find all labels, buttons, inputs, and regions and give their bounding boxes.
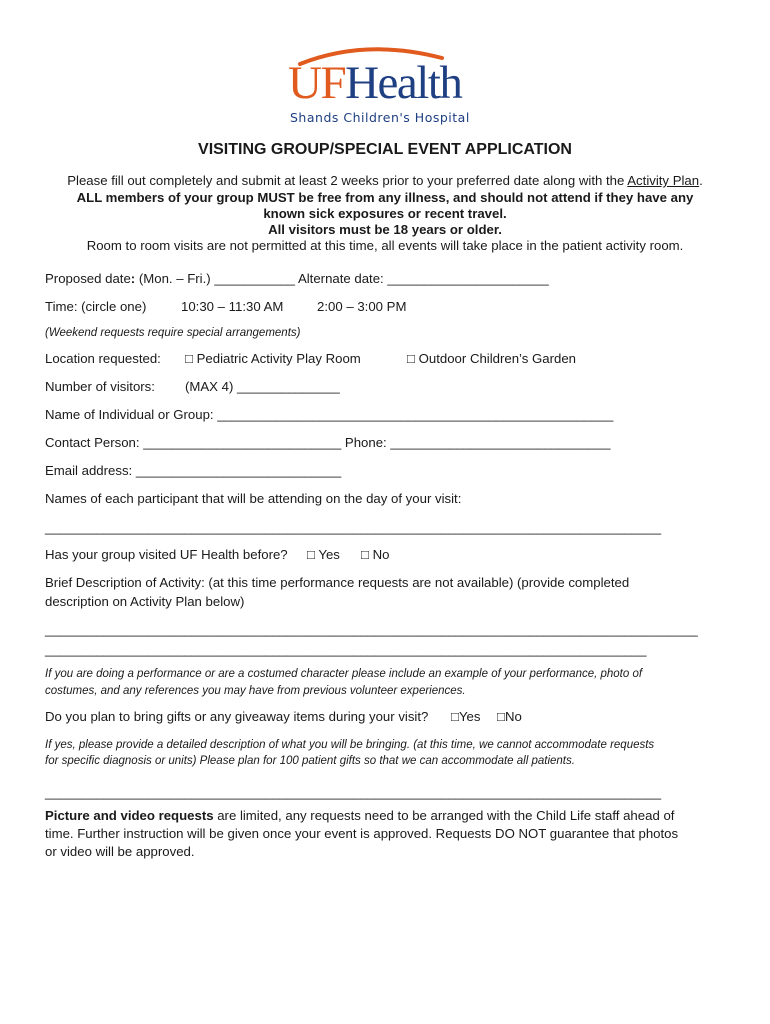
intro-line-1-end: . bbox=[699, 173, 703, 188]
intro-line-4: All visitors must be 18 years or older. bbox=[268, 222, 502, 237]
gifts-yes-checkbox[interactable]: □Yes bbox=[451, 709, 481, 724]
visited-question: Has your group visited UF Health before? bbox=[45, 547, 288, 562]
description-label-2: description on Activity Plan below) bbox=[45, 594, 245, 609]
time-label: Time: (circle one) bbox=[45, 299, 147, 314]
picture-note-rest: are limited, any requests need to be arranged with the Child Life staff ahead of bbox=[213, 808, 675, 823]
visitors-label: Number of visitors: bbox=[45, 379, 155, 394]
participants-field[interactable]: ____________________________________________________________________________________ bbox=[45, 520, 662, 535]
location-option-play-room[interactable]: □ Pediatric Activity Play Room bbox=[185, 351, 361, 366]
gifts-note-1: If yes, please provide a detailed description of what you will be bringing. (at this time, we cannot accommodate requests bbox=[45, 739, 655, 751]
picture-note-2: time. Further instruction will be given once your event is approved. Requests DO NOT guarantee that photos bbox=[45, 826, 679, 841]
performance-note-2: costumes, and any references you may have from previous volunteer experiences. bbox=[45, 685, 466, 697]
form-title: VISITING GROUP/SPECIAL EVENT APPLICATION bbox=[198, 141, 572, 158]
time-option-afternoon[interactable]: 2:00 – 3:00 PM bbox=[317, 299, 407, 314]
intro-line-1 bbox=[0, 173, 770, 189]
picture-note-1 bbox=[45, 808, 674, 824]
description-field-1[interactable]: _________________________________________________________________________________________ bbox=[45, 622, 698, 637]
intro-line-2: ALL members of your group MUST be free from any illness, and should not attend if they have any bbox=[76, 190, 694, 205]
activity-plan-link[interactable]: Activity Plan bbox=[627, 173, 700, 188]
visited-no-checkbox[interactable]: □ No bbox=[361, 547, 390, 562]
participants-label: Names of each participant that will be attending on the day of your visit: bbox=[45, 491, 462, 506]
proposed-date-colon: : bbox=[130, 271, 136, 286]
logo-subtitle: Shands Children's Hospital bbox=[290, 110, 470, 125]
weekend-note: (Weekend requests require special arrangements) bbox=[45, 327, 301, 339]
visited-yes-checkbox[interactable]: □ Yes bbox=[307, 547, 340, 562]
visitors-field[interactable]: (MAX 4) ______________ bbox=[185, 379, 340, 394]
gifts-note-2: for specific diagnosis or units) Please plan for 100 patient gifts so that we can accommodate all patients. bbox=[45, 755, 575, 767]
gifts-no-checkbox[interactable]: □No bbox=[497, 709, 522, 724]
proposed-date-label: Proposed date bbox=[45, 271, 131, 286]
picture-note-3: or video will be approved. bbox=[45, 844, 195, 859]
description-label-1: Brief Description of Activity: (at this time performance requests are not available) (provide completed bbox=[45, 575, 630, 590]
name-group-field[interactable]: Name of Individual or Group: ______________________________________________________ bbox=[45, 407, 614, 422]
location-option-garden[interactable]: □ Outdoor Children’s Garden bbox=[407, 351, 576, 366]
intro-line-1-text: Please fill out completely and submit at least 2 weeks prior to your preferred date along with the bbox=[67, 173, 628, 188]
proposed-date-blanks: (Mon. – Fri.) ___________ Alternate date: ______________________ bbox=[135, 271, 549, 286]
contact-phone-field[interactable]: Contact Person: ___________________________ Phone: ______________________________ bbox=[45, 435, 611, 450]
proposed-date-field[interactable] bbox=[45, 271, 549, 287]
email-field[interactable]: Email address: ____________________________ bbox=[45, 463, 342, 478]
uf-health-logo bbox=[286, 44, 486, 128]
picture-note-bold: Picture and video requests bbox=[45, 808, 214, 823]
performance-note-1: If you are doing a performance or are a costumed character please include an example of your performance, photo of bbox=[45, 668, 643, 680]
description-field-2[interactable]: __________________________________________________________________________________ bbox=[45, 642, 647, 657]
gifts-question: Do you plan to bring gifts or any giveaway items during your visit? bbox=[45, 709, 429, 724]
intro-line-3: known sick exposures or recent travel. bbox=[263, 206, 507, 221]
logo-uf: UF bbox=[288, 57, 346, 109]
intro-line-5: Room to room visits are not permitted at this time, all events will take place in the patient activity room. bbox=[86, 238, 684, 253]
logo-wordmark bbox=[288, 56, 461, 110]
gifts-field[interactable]: ____________________________________________________________________________________ bbox=[45, 785, 662, 800]
location-label: Location requested: bbox=[45, 351, 161, 366]
time-option-morning[interactable]: 10:30 – 11:30 AM bbox=[181, 299, 284, 314]
logo-health: Health bbox=[345, 57, 462, 109]
